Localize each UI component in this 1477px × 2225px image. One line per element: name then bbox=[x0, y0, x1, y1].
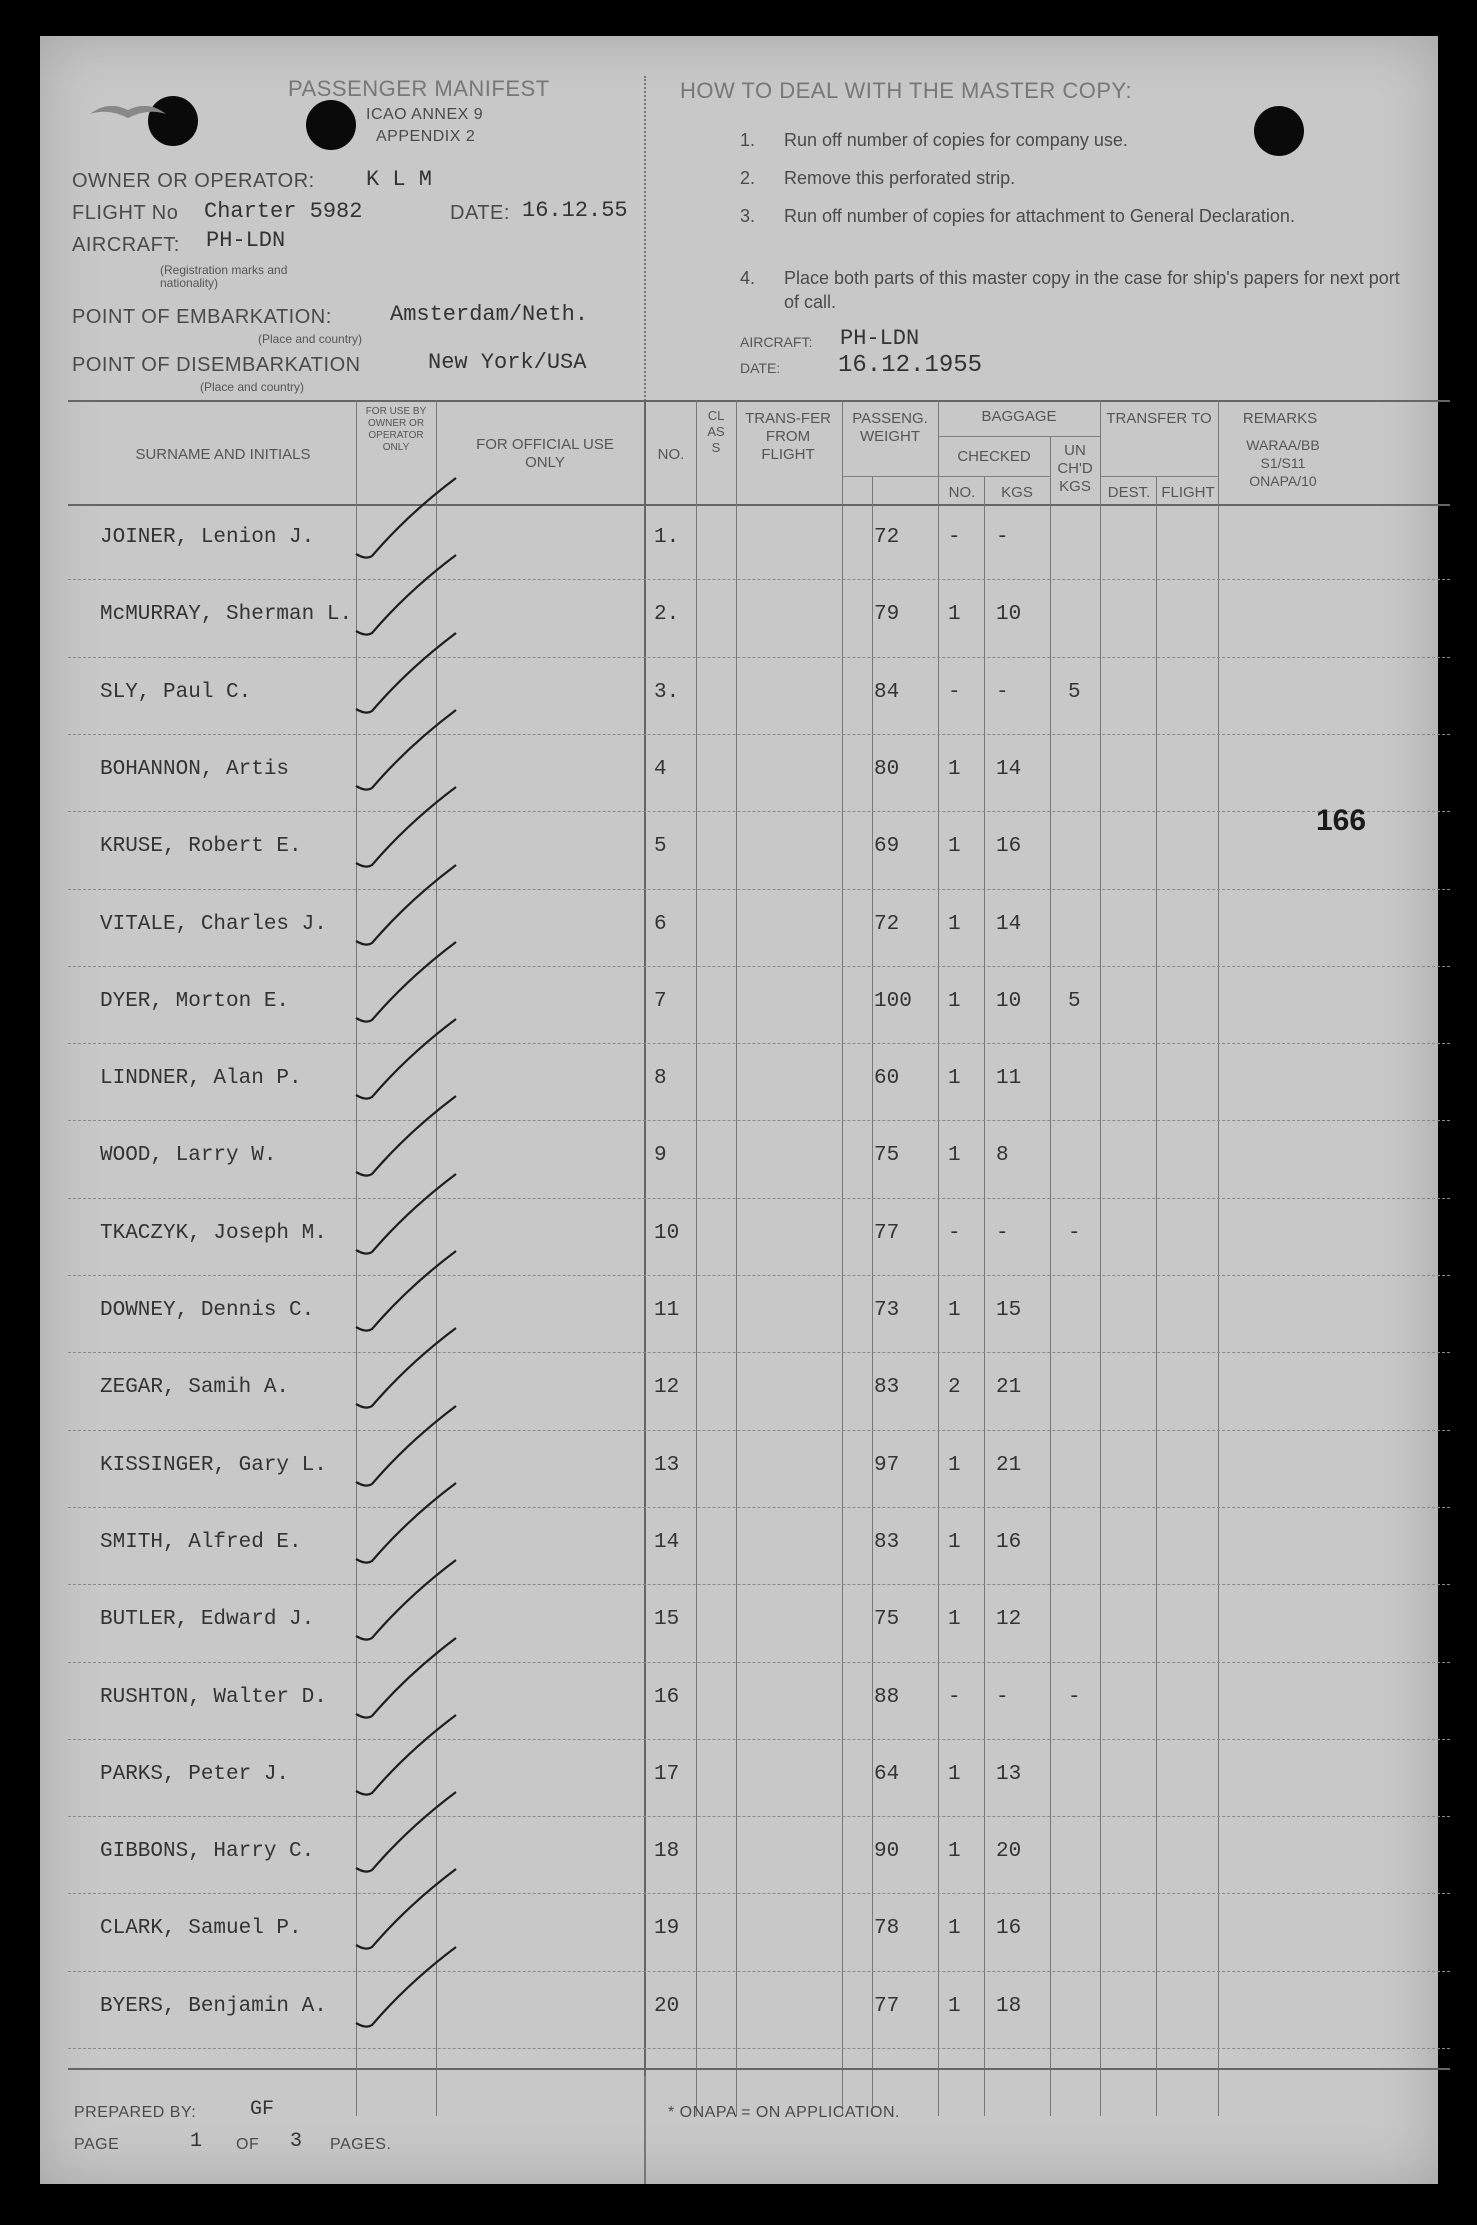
annex-line: ICAO ANNEX 9 bbox=[366, 106, 484, 123]
passenger-weight: 73 bbox=[874, 1299, 900, 1322]
unchecked-kgs: 5 bbox=[1068, 989, 1081, 1013]
passenger-weight: 69 bbox=[874, 835, 900, 859]
baggage-kgs: 18 bbox=[996, 1994, 1022, 2018]
col-remarks-subheader: WARAA/BB S1/S11 ONAPA/10 bbox=[1246, 437, 1320, 489]
instr-date-value: 16.12.1955 bbox=[838, 352, 983, 379]
date-value: 16.12.55 bbox=[522, 198, 628, 223]
baggage-kgs: 20 bbox=[996, 1840, 1022, 1864]
aircraft-label: AIRCRAFT: bbox=[72, 234, 180, 256]
row-divider bbox=[68, 1893, 1450, 1894]
passenger-no: 1. bbox=[654, 526, 680, 549]
table-top-line bbox=[68, 400, 1450, 402]
col-weight-header: PASSENG. WEIGHT bbox=[852, 410, 928, 445]
row-divider bbox=[68, 579, 1450, 580]
baggage-count: 1 bbox=[948, 1762, 961, 1786]
transfer-sub-line bbox=[1100, 476, 1218, 477]
passenger-weight: 79 bbox=[874, 603, 900, 627]
instr-aircraft-value: PH-LDN bbox=[840, 326, 920, 351]
of-label: OF bbox=[236, 2136, 260, 2153]
passenger-name: McMURRAY, Sherman L. bbox=[100, 603, 353, 627]
baggage-count: 1 bbox=[948, 1144, 961, 1168]
baggage-count: 1 bbox=[948, 757, 961, 781]
col-unchd-header: UN CH'D KGS bbox=[1057, 442, 1093, 495]
baggage-kgs: 15 bbox=[996, 1299, 1022, 1322]
instructions-title: HOW TO DEAL WITH THE MASTER COPY: bbox=[680, 78, 1133, 103]
baggage-count: 1 bbox=[948, 989, 961, 1013]
passenger-name: VITALE, Charles J. bbox=[100, 912, 327, 936]
row-divider bbox=[68, 1971, 1450, 1972]
passenger-no: 2. bbox=[654, 603, 680, 627]
passenger-weight: 84 bbox=[874, 680, 900, 704]
row-divider bbox=[68, 2048, 1450, 2049]
owner-value: K L M bbox=[366, 167, 433, 192]
instruction-4-num: 4. bbox=[740, 268, 756, 288]
baggage-kgs: - bbox=[996, 526, 1009, 549]
passenger-weight: 75 bbox=[874, 1608, 900, 1632]
passenger-no: 5 bbox=[654, 835, 667, 859]
owner-label: OWNER OR OPERATOR: bbox=[72, 170, 315, 192]
aircraft-value: PH-LDN bbox=[206, 228, 286, 253]
instruction-1-num: 1. bbox=[740, 130, 756, 150]
baggage-count: 1 bbox=[948, 1840, 961, 1864]
passenger-rows bbox=[68, 504, 1450, 2116]
baggage-count: 1 bbox=[948, 1994, 961, 2018]
unchecked-kgs: - bbox=[1068, 1685, 1081, 1709]
baggage-kgs: - bbox=[996, 1221, 1009, 1245]
flight-value: Charter 5982 bbox=[204, 199, 363, 224]
baggage-kgs: 16 bbox=[996, 1530, 1022, 1554]
baggage-kgs: - bbox=[996, 1685, 1009, 1709]
baggage-count: 1 bbox=[948, 1453, 961, 1477]
embarkation-note: (Place and country) bbox=[258, 332, 363, 346]
flight-label: FLIGHT No bbox=[72, 202, 179, 224]
passenger-weight: 78 bbox=[874, 1917, 900, 1941]
instruction-1-text: Run off number of copies for company use. bbox=[784, 130, 1128, 150]
appendix-line: APPENDIX 2 bbox=[376, 128, 476, 145]
row-divider bbox=[68, 1430, 1450, 1431]
baggage-kgs: 21 bbox=[996, 1453, 1022, 1477]
punch-hole-middle bbox=[306, 100, 356, 150]
passenger-name: DOWNEY, Dennis C. bbox=[100, 1299, 315, 1322]
passenger-name: PARKS, Peter J. bbox=[100, 1762, 290, 1786]
baggage-kgs: 8 bbox=[996, 1144, 1009, 1168]
footer-divider bbox=[644, 2076, 646, 2184]
passenger-no: 17 bbox=[654, 1762, 680, 1786]
passenger-weight: 72 bbox=[874, 912, 900, 936]
passenger-name: RUSHTON, Walter D. bbox=[100, 1685, 327, 1709]
passenger-name: DYER, Morton E. bbox=[100, 989, 290, 1013]
passenger-no: 20 bbox=[654, 1994, 680, 2018]
col-flight-header: FLIGHT bbox=[1161, 484, 1215, 501]
passenger-weight: 77 bbox=[874, 1221, 900, 1245]
instruction-4-text: Place both parts of this master copy in the case for ship's papers for next port of call. bbox=[784, 268, 1400, 312]
passenger-no: 7 bbox=[654, 989, 667, 1013]
passenger-no: 4 bbox=[654, 757, 667, 781]
row-divider bbox=[68, 1584, 1450, 1585]
col-baggage-header: BAGGAGE bbox=[981, 408, 1057, 425]
instruction-2-text: Remove this perforated strip. bbox=[784, 168, 1016, 188]
passenger-no: 8 bbox=[654, 1067, 667, 1091]
row-divider bbox=[68, 1120, 1450, 1121]
passenger-name: ZEGAR, Samih A. bbox=[100, 1376, 290, 1400]
passenger-weight: 83 bbox=[874, 1530, 900, 1554]
row-divider bbox=[68, 889, 1450, 890]
baggage-count: - bbox=[948, 1685, 961, 1709]
passenger-name: GIBBONS, Harry C. bbox=[100, 1840, 315, 1864]
baggage-kgs: 10 bbox=[996, 603, 1022, 627]
row-divider bbox=[68, 1275, 1450, 1276]
passenger-no: 18 bbox=[654, 1840, 680, 1864]
klm-wing-logo bbox=[88, 96, 168, 132]
baggage-kgs: 16 bbox=[996, 1917, 1022, 1941]
footer-top-line bbox=[68, 2068, 1450, 2070]
baggage-kgs: 10 bbox=[996, 989, 1022, 1013]
passenger-name: SMITH, Alfred E. bbox=[100, 1530, 302, 1554]
passenger-no: 14 bbox=[654, 1530, 680, 1554]
passenger-name: BYERS, Benjamin A. bbox=[100, 1994, 327, 2018]
passenger-no: 16 bbox=[654, 1685, 680, 1709]
registration-note: (Registration marks and nationality) bbox=[160, 263, 288, 290]
baggage-sub-line bbox=[938, 436, 1100, 437]
passenger-no: 12 bbox=[654, 1376, 680, 1400]
passenger-name: LINDNER, Alan P. bbox=[100, 1067, 302, 1091]
passenger-no: 13 bbox=[654, 1453, 680, 1477]
col-dest-header: DEST. bbox=[1107, 484, 1151, 501]
baggage-kgs: 14 bbox=[996, 912, 1022, 936]
baggage-kgs: 11 bbox=[996, 1067, 1022, 1091]
page-label: PAGE bbox=[74, 2136, 120, 2153]
row-divider bbox=[68, 811, 1450, 812]
passenger-name: KRUSE, Robert E. bbox=[100, 835, 302, 859]
col-transfer-from-header: TRANS-FER FROM FLIGHT bbox=[745, 410, 831, 463]
col-surname-header: SURNAME AND INITIALS bbox=[135, 446, 311, 463]
row-divider bbox=[68, 1043, 1450, 1044]
passenger-weight: 100 bbox=[874, 989, 912, 1013]
passenger-name: KISSINGER, Gary L. bbox=[100, 1453, 327, 1477]
row-divider bbox=[68, 734, 1450, 735]
row-divider bbox=[68, 966, 1450, 967]
baggage-count: 1 bbox=[948, 1917, 961, 1941]
pages-label: PAGES. bbox=[330, 2136, 392, 2153]
embarkation-label: POINT OF EMBARKATION: bbox=[72, 306, 332, 328]
baggage-count: 1 bbox=[948, 1067, 961, 1091]
baggage-count: - bbox=[948, 526, 961, 549]
baggage-count: - bbox=[948, 680, 961, 704]
passenger-weight: 77 bbox=[874, 1994, 900, 2018]
passenger-no: 10 bbox=[654, 1221, 680, 1245]
passenger-name: CLARK, Samuel P. bbox=[100, 1917, 302, 1941]
baggage-count: 2 bbox=[948, 1376, 961, 1400]
passenger-no: 6 bbox=[654, 912, 667, 936]
passenger-no: 3. bbox=[654, 680, 680, 704]
baggage-count: 1 bbox=[948, 603, 961, 627]
row-divider bbox=[68, 1816, 1450, 1817]
onapa-note: * ONAPA = ON APPLICATION. bbox=[668, 2104, 900, 2121]
baggage-count: - bbox=[948, 1221, 961, 1245]
instr-aircraft-label: AIRCRAFT: bbox=[740, 334, 813, 350]
baggage-kgs: 16 bbox=[996, 835, 1022, 859]
passenger-no: 9 bbox=[654, 1144, 667, 1168]
passenger-name: BOHANNON, Artis bbox=[100, 757, 290, 781]
header-divider bbox=[644, 76, 646, 421]
col-official-header: FOR OFFICIAL USE ONLY bbox=[476, 436, 614, 471]
baggage-count: 1 bbox=[948, 1530, 961, 1554]
baggage-count: 1 bbox=[948, 912, 961, 936]
disembarkation-note: (Place and country) bbox=[200, 380, 305, 394]
passenger-name: BUTLER, Edward J. bbox=[100, 1608, 315, 1632]
unchecked-kgs: 5 bbox=[1068, 680, 1081, 704]
passenger-weight: 83 bbox=[874, 1376, 900, 1400]
page-value: 1 bbox=[190, 2130, 203, 2153]
baggage-count: 1 bbox=[948, 1299, 961, 1322]
punch-hole-right bbox=[1254, 106, 1304, 156]
checkmark-icon bbox=[348, 1943, 468, 2033]
row-divider bbox=[68, 657, 1450, 658]
row-divider bbox=[68, 1198, 1450, 1199]
weight-sub-line bbox=[842, 476, 938, 477]
baggage-count: 1 bbox=[948, 1608, 961, 1632]
instruction-2-num: 2. bbox=[740, 168, 756, 188]
col-checked-header: CHECKED bbox=[957, 448, 1031, 465]
passenger-weight: 75 bbox=[874, 1144, 900, 1168]
prepared-by-label: PREPARED BY: bbox=[74, 2104, 197, 2121]
passenger-weight: 97 bbox=[874, 1453, 900, 1477]
col-owner-header: FOR USE BY OWNER OR OPERATOR ONLY bbox=[365, 406, 427, 453]
passenger-no: 19 bbox=[654, 1917, 680, 1941]
baggage-kgs: 12 bbox=[996, 1608, 1022, 1632]
row-divider bbox=[68, 1662, 1450, 1663]
passenger-weight: 60 bbox=[874, 1067, 900, 1091]
passenger-weight: 64 bbox=[874, 1762, 900, 1786]
col-remarks-header: REMARKS bbox=[1242, 410, 1318, 427]
stamp-number: 166 bbox=[1316, 804, 1367, 837]
baggage-kgs: 14 bbox=[996, 757, 1022, 781]
passenger-no: 15 bbox=[654, 1608, 680, 1632]
row-divider bbox=[68, 1507, 1450, 1508]
of-value: 3 bbox=[290, 2130, 303, 2153]
disembarkation-value: New York/USA bbox=[428, 350, 587, 375]
row-divider bbox=[68, 1352, 1450, 1353]
col-bag-no-header: NO. bbox=[948, 484, 976, 501]
instruction-3-text: Run off number of copies for attachment to General Declaration. bbox=[784, 206, 1295, 226]
col-bag-kgs-header: KGS bbox=[1001, 484, 1033, 501]
embarkation-value: Amsterdam/Neth. bbox=[390, 302, 589, 327]
instruction-3-num: 3. bbox=[740, 206, 756, 226]
checked-sub-line bbox=[938, 476, 1050, 477]
passenger-weight: 80 bbox=[874, 757, 900, 781]
col-no-header: NO. bbox=[657, 446, 685, 463]
passenger-name: SLY, Paul C. bbox=[100, 680, 252, 704]
row-divider bbox=[68, 1739, 1450, 1740]
prepared-by-value: GF bbox=[250, 2098, 275, 2121]
date-label: DATE: bbox=[450, 202, 510, 224]
unchecked-kgs: - bbox=[1068, 1221, 1081, 1245]
col-transfer-to-header: TRANSFER TO bbox=[1106, 410, 1212, 427]
passenger-name: WOOD, Larry W. bbox=[100, 1144, 277, 1168]
baggage-count: 1 bbox=[948, 835, 961, 859]
baggage-kgs: - bbox=[996, 680, 1009, 704]
baggage-kgs: 21 bbox=[996, 1376, 1022, 1400]
col-class-header: CLASS bbox=[707, 408, 725, 455]
baggage-kgs: 13 bbox=[996, 1762, 1022, 1786]
passenger-no: 11 bbox=[654, 1299, 680, 1322]
disembarkation-label: POINT OF DISEMBARKATION bbox=[72, 354, 361, 376]
passenger-name: TKACZYK, Joseph M. bbox=[100, 1221, 327, 1245]
manifest-sheet bbox=[40, 36, 1438, 2184]
passenger-name: JOINER, Lenion J. bbox=[100, 526, 315, 549]
manifest-table bbox=[68, 396, 1450, 2116]
passenger-weight: 72 bbox=[874, 526, 900, 549]
passenger-weight: 90 bbox=[874, 1840, 900, 1864]
instr-date-label: DATE: bbox=[740, 360, 781, 376]
manifest-title: PASSENGER MANIFEST bbox=[288, 76, 550, 101]
passenger-weight: 88 bbox=[874, 1685, 900, 1709]
